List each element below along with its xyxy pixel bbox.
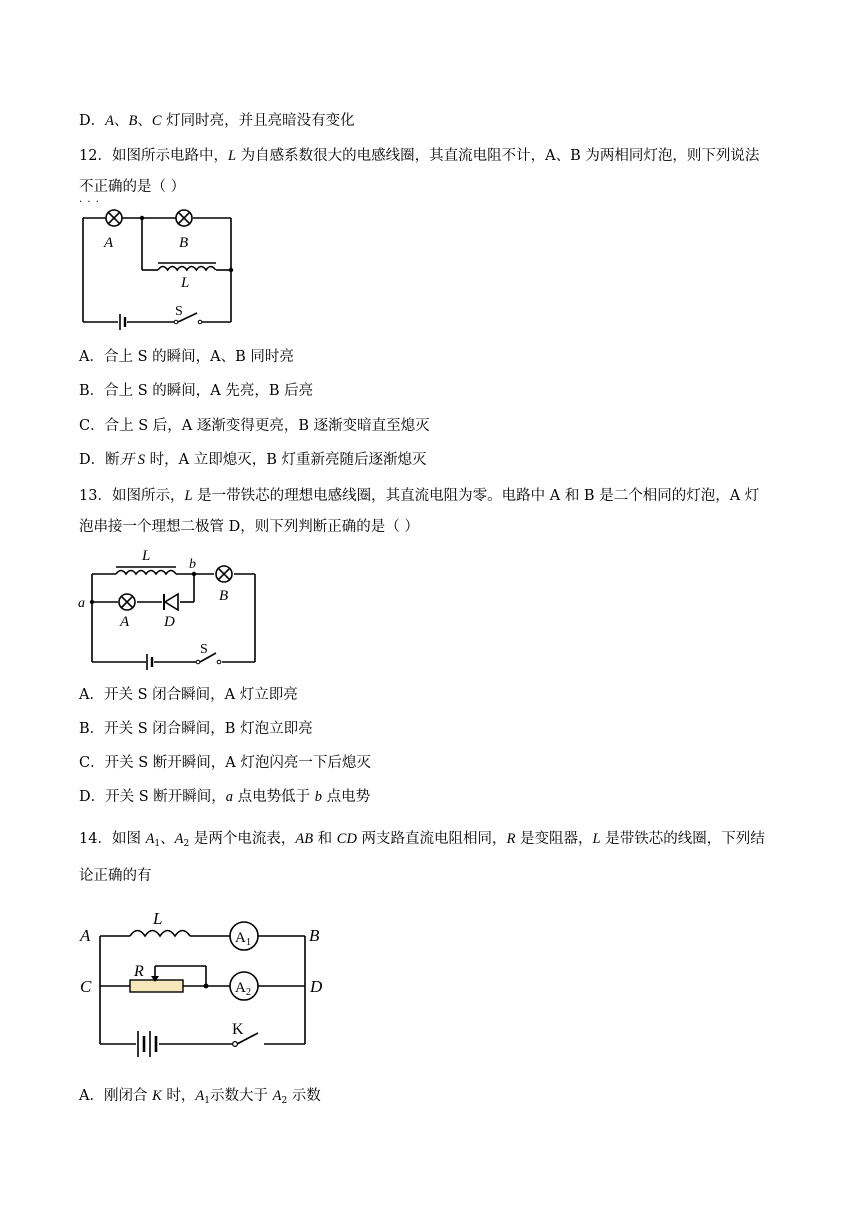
diode-icon <box>165 594 178 610</box>
meter-a2-label: A <box>235 980 246 996</box>
switch-contact <box>217 660 221 664</box>
var-a2: A <box>272 1088 282 1104</box>
switch-contact <box>233 1042 238 1047</box>
q14-stem-line1 <box>79 829 765 854</box>
q12-option-b: B．合上 S 的瞬间，A 先亮，B 后亮 <box>79 383 314 399</box>
q12-option-a: A．合上 S 的瞬间，A、B 同时亮 <box>79 349 294 365</box>
subscript: 2 <box>183 839 190 849</box>
meter-a1-label: A <box>235 930 246 946</box>
stem-text: 13．如图所示， <box>79 488 185 504</box>
option-text: 时，A 立即熄灭，B 灯重新亮随后逐渐熄灭 <box>145 452 427 468</box>
var-ab: AB <box>295 831 314 847</box>
switch-contact <box>198 320 202 324</box>
q12-circuit-figure <box>80 206 240 328</box>
q12-option-d <box>79 450 426 470</box>
label-a: A <box>120 614 130 630</box>
label-b: B <box>219 588 229 604</box>
subscript: 1 <box>154 839 161 849</box>
var-k: K <box>152 1088 162 1104</box>
var-a: a <box>225 789 234 805</box>
switch-contact <box>174 320 178 324</box>
rheostat-icon <box>130 980 183 992</box>
var-b: B <box>128 113 138 129</box>
junction-dot <box>229 268 233 272</box>
q11-option-d <box>79 111 355 131</box>
switch-contact <box>196 660 200 664</box>
var-a: A <box>105 113 114 129</box>
label-node-c: C <box>80 977 92 996</box>
q12-option-c: C．合上 S 后，A 逐渐变得更亮，B 逐渐变暗直至熄灭 <box>79 418 430 434</box>
q13-circuit-figure <box>78 546 263 668</box>
label-s: S <box>175 304 183 319</box>
label-r: R <box>134 963 144 980</box>
option-text: 灯同时亮，并且亮暗没有变化 <box>161 113 355 129</box>
junction-dot <box>192 572 196 576</box>
meter-a2-subscript: 2 <box>246 987 251 998</box>
stem-text: 的是（ ） <box>122 179 186 195</box>
var-a2: A <box>174 831 184 847</box>
sep: 、 <box>114 113 129 129</box>
option-text: D．开关 S 断开瞬间， <box>79 789 226 805</box>
stem-text: 为自感系数很大的电感线圈，其直流电阻不计，A、B 为两相同灯泡，则下列说法 <box>236 148 760 164</box>
q13-option-c: C．开关 S 断开瞬间，A 灯泡闪亮一下后熄灭 <box>79 755 371 771</box>
var-a1: A <box>195 1088 205 1104</box>
q14-stem-line2: 论正确的有 <box>79 868 152 884</box>
label-l: L <box>142 548 151 564</box>
option-text: 时， <box>161 1088 196 1104</box>
stem-text: 14．如图 <box>79 831 146 847</box>
q13-stem-line1 <box>79 486 759 506</box>
stem-text: 是一带铁芯的理想电感线圈，其直流电阻为零。电路中 A 和 B 是二个相同的灯泡，A 灯 <box>192 488 760 504</box>
option-text: D．断 <box>79 452 120 468</box>
q14-circuit-figure <box>80 900 340 1060</box>
q14-option-a <box>79 1086 321 1111</box>
junction-dot <box>204 984 209 989</box>
label-d: D <box>164 614 175 630</box>
var-c: C <box>151 113 162 129</box>
option-text: 示数大于 <box>209 1088 273 1104</box>
label-b: B <box>179 235 189 251</box>
subscript: 2 <box>281 1096 288 1106</box>
label-k: K <box>232 1021 244 1038</box>
label-node-b: B <box>309 926 320 945</box>
option-text: 点电势低于 <box>233 789 315 805</box>
meter-a1-subscript: 1 <box>246 937 251 948</box>
q13-option-d <box>79 787 370 807</box>
var-a1: A <box>145 831 155 847</box>
label-node-b: b <box>189 557 196 572</box>
var-l: L <box>592 831 601 847</box>
label-node-a: a <box>78 596 85 611</box>
junction-dot <box>140 216 144 220</box>
stem-text: 是带铁芯的线圈，下列结 <box>600 831 765 847</box>
q13-option-b: B．开关 S 闭合瞬间，B 灯泡立即亮 <box>79 721 313 737</box>
option-text-italic: 开 S <box>119 452 146 468</box>
q12-stem-line2 <box>79 177 185 197</box>
option-text: 点电势 <box>322 789 371 805</box>
q12-stem-line1 <box>79 146 759 166</box>
label-l: L <box>153 909 163 928</box>
stem-text: 12．如图所示电路中， <box>79 148 228 164</box>
sep: 、 <box>160 831 175 847</box>
emphasis-text: 不正确 · · · <box>79 179 123 195</box>
subscript: 1 <box>204 1096 210 1106</box>
label-l: L <box>181 275 190 291</box>
option-text: 示数 <box>287 1088 321 1104</box>
q13-option-a: A．开关 S 闭合瞬间，A 灯立即亮 <box>79 687 298 703</box>
var-cd: CD <box>336 831 357 847</box>
var-l: L <box>184 488 193 504</box>
q13-stem-line2: 泡串接一个理想二极管 D，则下列判断正确的是（ ） <box>79 519 419 535</box>
label-node-d: D <box>310 977 323 996</box>
stem-text: 两支路直流电阻相同， <box>356 831 507 847</box>
option-label: D． <box>79 113 106 129</box>
stem-text: 是变阻器， <box>515 831 593 847</box>
label-a: A <box>104 235 114 251</box>
sep: 、 <box>137 113 152 129</box>
var-b: b <box>314 789 322 805</box>
var-l: L <box>227 148 237 164</box>
var-r: R <box>506 831 516 847</box>
option-text: A．刚闭合 <box>79 1088 153 1104</box>
label-s: S <box>200 642 208 657</box>
label-node-a: A <box>80 926 91 945</box>
stem-text: 和 <box>313 831 337 847</box>
stem-text: 是两个电流表， <box>189 831 296 847</box>
junction-dot <box>90 600 94 604</box>
